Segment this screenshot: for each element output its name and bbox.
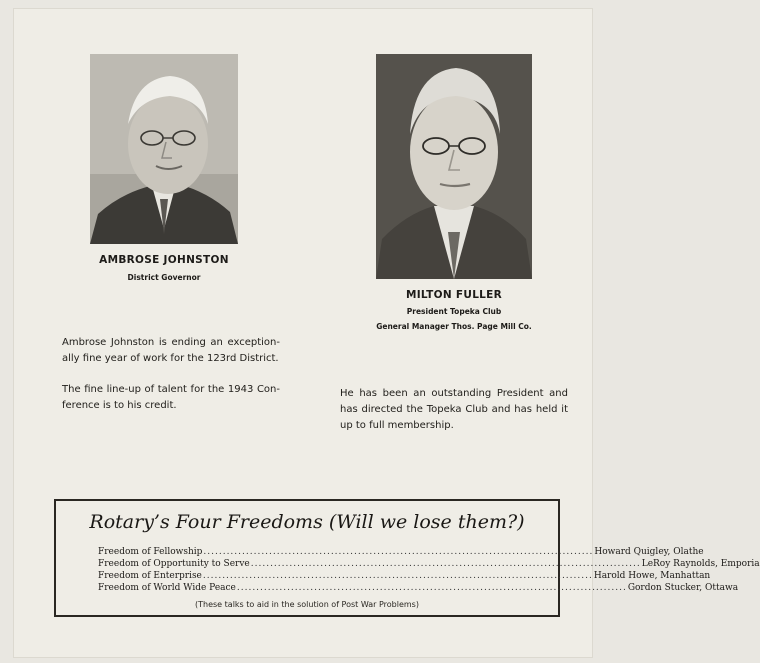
freedoms-note: (These talks to aid in the solution of Post War Problems) [195,600,419,609]
leader-dots: ..................................................................................................... [202,571,593,581]
freedom-row [98,582,739,594]
freedom-speaker: Gordon Stucker, Ottawa [627,583,739,593]
leader-dots: ..................................................................................................... [203,547,594,557]
leader-dots: ..................................................................................................... [250,559,641,569]
left-paragraph: Ambrose Johnston is ending an exception-ally fine year of work for the 123rd District. [62,337,280,364]
freedom-speaker: LeRoy Raynolds, Emporia [641,559,760,569]
freedom-row [98,546,704,558]
right-paragraph: He has been an outstanding President and has directed the Topeka Club and has held it up to full membership. [340,388,568,431]
freedom-speaker: Howard Quigley, Olathe [594,547,704,557]
freedom-row [98,558,760,570]
right-name: MILTON FULLER [405,289,503,301]
four-freedoms-box [54,499,760,617]
ambrose-johnston-portrait [90,54,238,244]
right-title: President Topeka Club [406,307,502,316]
left-body [62,335,280,429]
left-paragraph: The fine line-up of talent for the 1943 Con-ference is to his credit. [62,384,280,411]
left-name: AMBROSE JOHNSTON [99,254,229,266]
milton-fuller-portrait [376,54,532,279]
right-body [340,386,568,449]
freedom-topic: Freedom of Enterprise [98,571,202,581]
freedom-topic: Freedom of Fellowship [98,547,203,557]
freedoms-title: Rotary’s Four Freedoms (Will we lose them?) [89,511,525,533]
brochure-page [14,9,760,657]
freedom-topic: Freedom of World Wide Peace [98,583,236,593]
freedom-speaker: Harold Howe, Manhattan [593,571,711,581]
right-subtitle: General Manager Thos. Page Mill Co. [376,322,532,331]
left-title: District Governor [127,273,201,282]
leader-dots: ..................................................................................................... [236,583,627,593]
freedom-topic: Freedom of Opportunity to Serve [98,559,250,569]
freedom-row [98,570,711,582]
